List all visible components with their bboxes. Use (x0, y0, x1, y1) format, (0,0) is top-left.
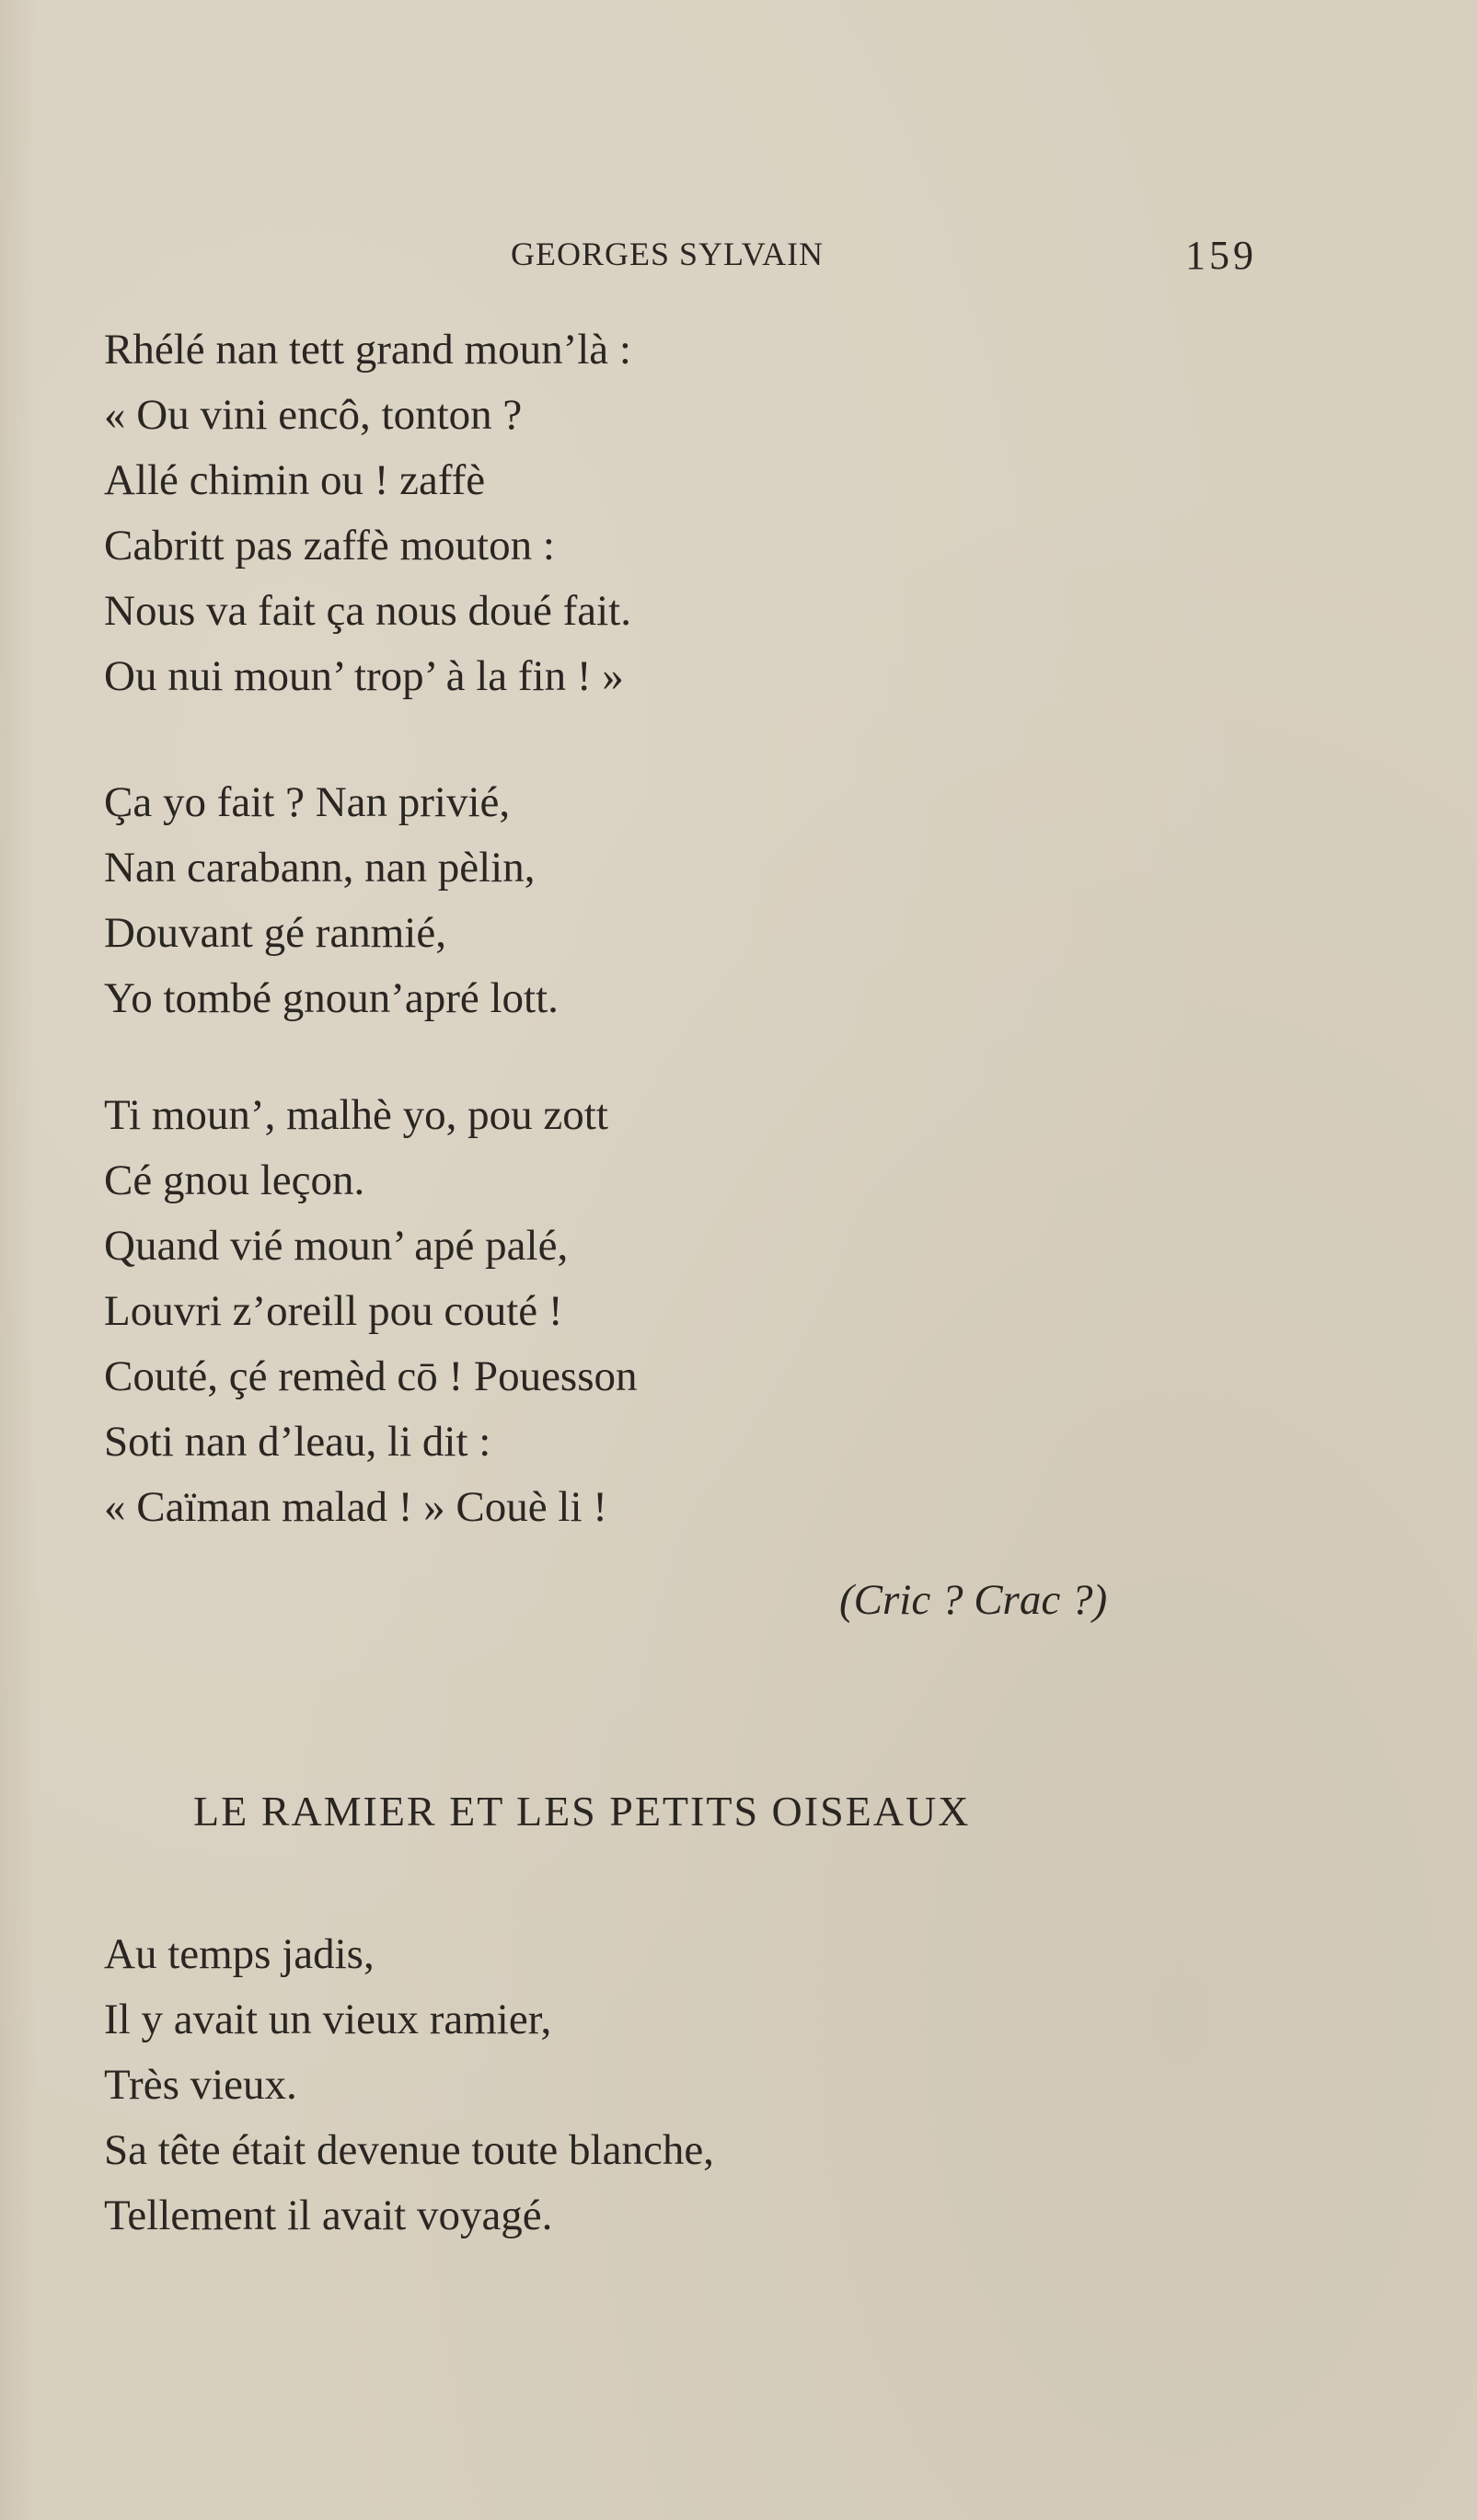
verse-line: Ça yo fait ? Nan privié, (104, 778, 511, 826)
verse-line: Très vieux. (104, 2061, 297, 2109)
verse-line: Louvri z’oreill pou couté ! (104, 1287, 563, 1335)
verse-line: Cé gnou leçon. (104, 1156, 365, 1204)
verse-line: « Ou vini encô, tonton ? (104, 391, 523, 439)
verse-line: Au temps jadis, (104, 1930, 375, 1978)
stanza (104, 1922, 714, 2249)
attribution: (Cric ? Crac ?) (839, 1576, 1108, 1624)
verse-line: Ti moun’, malhè yo, pou zott (104, 1091, 608, 1139)
stanza (104, 770, 559, 1031)
page-number: 159 (1185, 233, 1257, 278)
verse-line: Il y avait un vieux ramier, (104, 1996, 552, 2043)
verse-line: Soti nan d’leau, li dit : (104, 1418, 491, 1466)
verse-line: Rhélé nan tett grand moun’là : (104, 326, 631, 374)
verse-line: Ou nui moun’ trop’ à la fin ! » (104, 652, 624, 700)
verse-line: Couté, çé remèd cō ! Pouesson (104, 1352, 638, 1400)
poem-title: LE RAMIER ET LES PETITS OISEAUX (193, 1788, 971, 1835)
verse-line: Sa tête était devenue toute blanche, (104, 2126, 714, 2174)
stanza (104, 1083, 638, 1540)
stanza (104, 317, 631, 709)
running-head: GEORGES SYLVAIN (511, 236, 825, 272)
verse-line: Allé chimin ou ! zaffè (104, 456, 486, 504)
verse-line: Yo tombé gnoun’apré lott. (104, 974, 559, 1022)
verse-line: Cabritt pas zaffè mouton : (104, 522, 555, 570)
verse-line: Tellement il avait voyagé. (104, 2192, 553, 2239)
verse-line: Douvant gé ranmié, (104, 909, 446, 957)
verse-line: Nous va fait ça nous doué fait. (104, 587, 631, 635)
verse-line: Nan carabann, nan pèlin, (104, 844, 536, 892)
verse-line: « Caïman malad ! » Couè li ! (104, 1483, 607, 1531)
verse-line: Quand vié moun’ apé palé, (104, 1222, 569, 1270)
